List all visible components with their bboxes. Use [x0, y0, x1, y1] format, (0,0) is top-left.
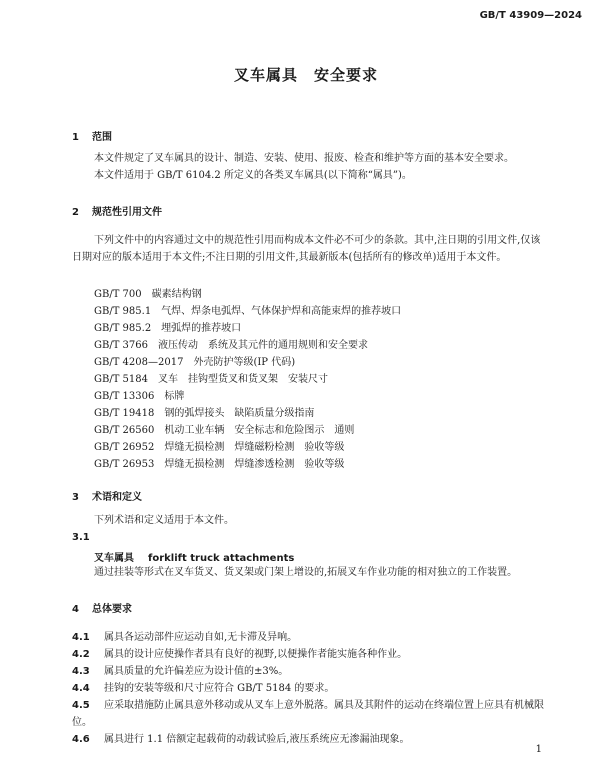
section-heading-general-requirements: [72, 600, 132, 615]
reference-item: GB/T 4208—2017 外壳防护等级(IP 代码): [94, 357, 296, 368]
term-definition: 通过挂装等形式在叉车货叉、货叉架或门架上增设的,拓展叉车作业功能的相对独立的工作装置。: [94, 567, 518, 578]
reference-item: GB/T 26560 机动工业车辆 安全标志和危险图示 通则: [94, 425, 355, 436]
requirement-item: [72, 697, 552, 731]
requirement-number: 4.4: [72, 683, 90, 694]
terms-intro: 下列术语和定义适用于本文件。: [94, 515, 234, 526]
reference-item: GB/T 26953 焊缝无损检测 焊缝渗透检测 验收等级: [94, 459, 345, 470]
requirement-text: 挂钩的安装等级和尺寸应符合 GB/T 5184 的要求。: [104, 683, 335, 694]
requirement-number: 4.1: [72, 632, 90, 643]
requirement-item: [72, 646, 552, 663]
reference-item: GB/T 19418 钢的弧焊接头 缺陷质量分级指南: [94, 408, 315, 419]
document-title: 叉车属具 安全要求: [233, 66, 378, 84]
reference-item: GB/T 985.1 气焊、焊条电弧焊、气体保护焊和高能束焊的推荐坡口: [94, 306, 402, 317]
term-number: 3.1: [72, 532, 90, 543]
section-number: 3: [72, 492, 79, 503]
reference-item: GB/T 985.2 埋弧焊的推荐坡口: [94, 323, 242, 334]
section-heading-normative-references: [72, 203, 162, 218]
requirement-text: 属具进行 1.1 倍额定起载荷的动载试验后,液压系统应无渗漏油现象。: [104, 734, 410, 745]
requirement-number: 4.3: [72, 666, 90, 677]
section-number: 4: [72, 604, 79, 615]
section-title: 规范性引用文件: [92, 207, 162, 218]
requirement-number: 4.5: [72, 700, 90, 711]
section-number: 2: [72, 207, 79, 218]
section-title: 范围: [92, 132, 112, 143]
requirement-item: [72, 663, 552, 680]
section-title: 术语和定义: [92, 492, 142, 503]
term-chinese: 叉车属具: [94, 553, 134, 564]
requirement-text: 应采取措施防止属具意外移动或从叉车上意外脱落。属具及其附件的运动在终端位置上应具有机械限位。: [72, 700, 544, 728]
section-heading-scope: [72, 128, 112, 143]
requirement-item: [72, 629, 552, 646]
requirement-text: 属具的设计应使操作者具有良好的视野,以便操作者能实施各种作业。: [104, 649, 408, 660]
requirement-text: 属具各运动部件应运动自如,无卡滞及异响。: [104, 632, 298, 643]
scope-paragraph-2: 本文件适用于 GB/T 6104.2 所定义的各类叉车属具(以下简称“属具”)。: [94, 170, 412, 181]
scope-paragraph-1: 本文件规定了叉车属具的设计、制造、安装、使用、报废、检查和维护等方面的基本安全要求。: [94, 153, 514, 164]
page-number: 1: [535, 744, 542, 755]
section-title: 总体要求: [92, 604, 132, 615]
requirement-text: 属具质量的允许偏差应为设计值的±3%。: [104, 666, 289, 677]
requirement-number: 4.2: [72, 649, 90, 660]
term-entry: [94, 549, 294, 564]
term-english: forklift truck attachments: [148, 553, 295, 564]
requirement-item: [72, 680, 552, 697]
standard-code: GB/T 43909—2024: [479, 10, 582, 21]
section-number: 1: [72, 132, 79, 143]
normative-references-intro: 下列文件中的内容通过文中的规范性引用而构成本文件必不可少的条款。其中,注日期的引用文件,仅该日期对应的版本适用于本文件;不注日期的引用文件,其最新版本(包括所有的修改单)适用于本文件。: [72, 235, 541, 263]
section-heading-terms: [72, 488, 142, 503]
reference-item: GB/T 26952 焊缝无损检测 焊缝磁粉检测 验收等级: [94, 442, 345, 453]
requirement-number: 4.6: [72, 734, 90, 745]
requirement-item: [72, 731, 552, 748]
reference-item: GB/T 5184 叉车 挂钩型货叉和货叉架 安装尺寸: [94, 374, 329, 385]
reference-item: GB/T 700 碳素结构钢: [94, 289, 202, 300]
reference-item: GB/T 13306 标牌: [94, 391, 185, 402]
reference-item: GB/T 3766 液压传动 系统及其元件的通用规则和安全要求: [94, 340, 369, 351]
